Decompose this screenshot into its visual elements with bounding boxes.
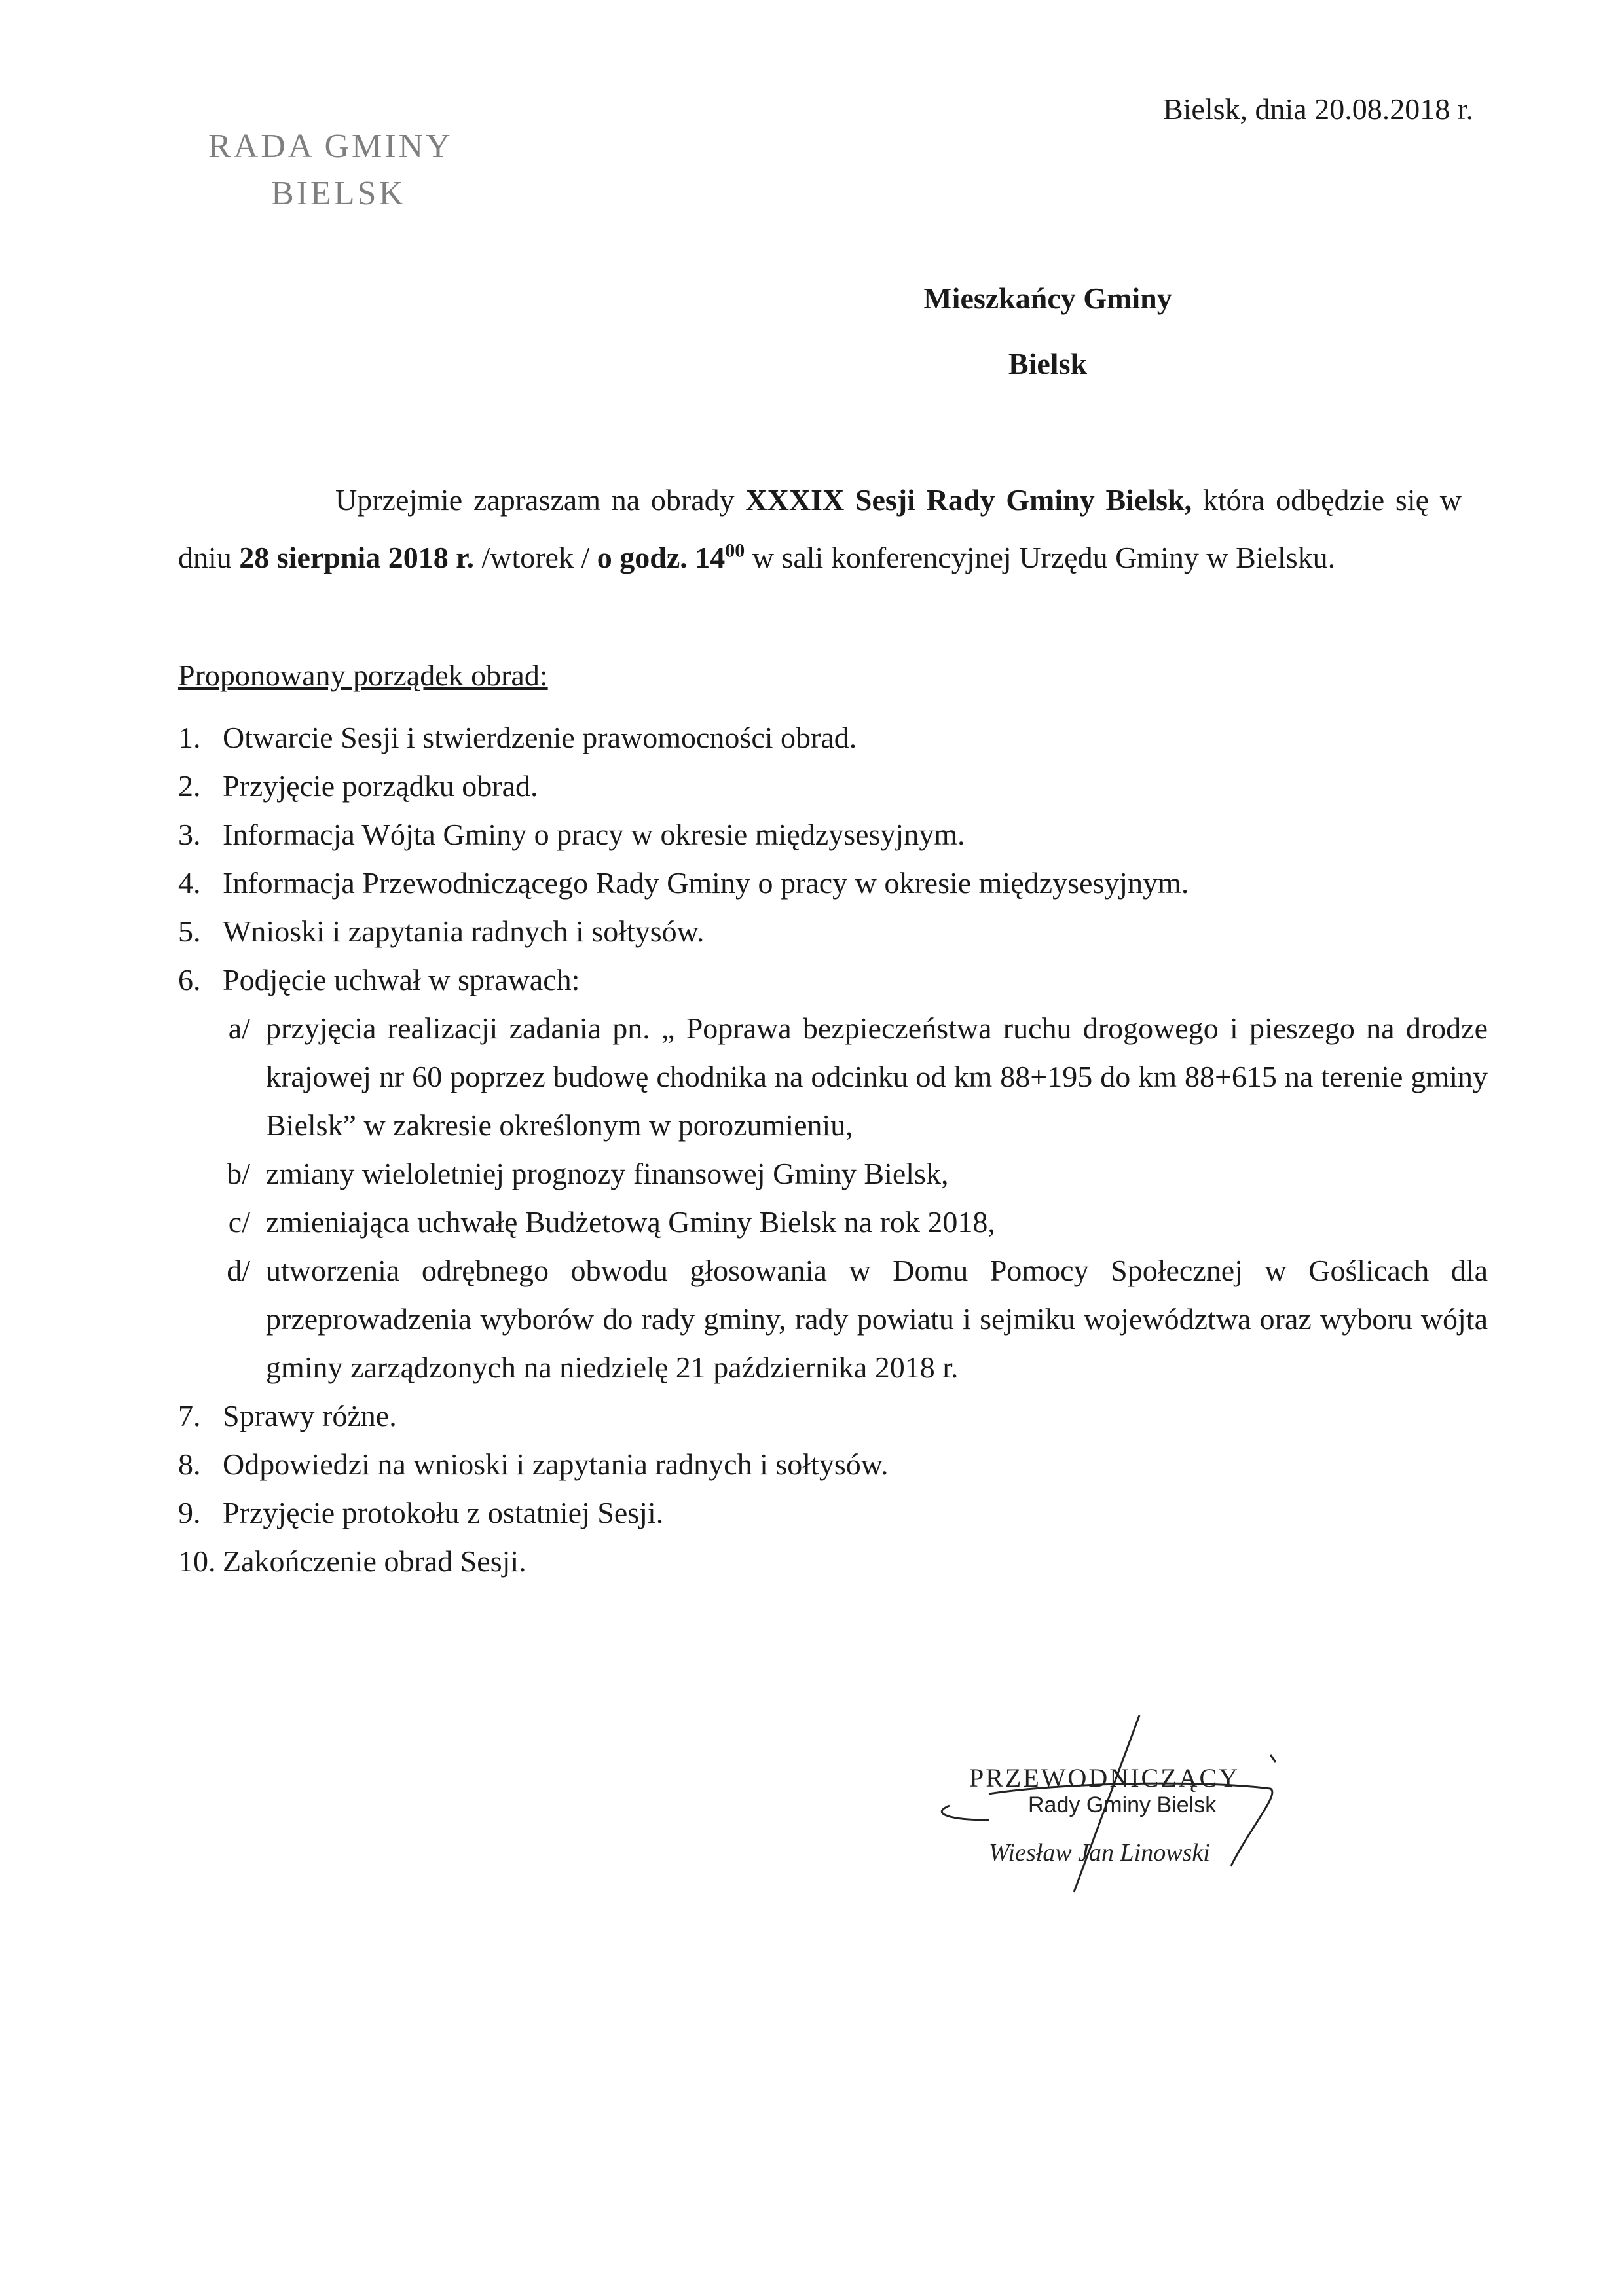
signature-org: Rady Gminy Bielsk [1028, 1793, 1217, 1817]
agenda-item [178, 1489, 1488, 1537]
agenda-item-text: Informacja Przewodniczącego Rady Gminy o pracy w okresie międzysesyjnym. [223, 866, 1189, 900]
agenda-item [178, 956, 1488, 1004]
agenda-item-text: Odpowiedzi na wnioski i zapytania radnych i sołtysów. [223, 1448, 889, 1481]
stamp-line-2: BIELSK [271, 175, 406, 212]
sub-item-text: utworzenia odrębnego obwodu głosowania w Domu Pomocy Społecznej w Goślicach dla przeprowadzenia wyborów do rady gminy, rady powiatu i sejmiku województwa oraz wyboru wójta gminy zarządzonych na niedzielę 21 października 2018 r. [266, 1254, 1488, 1384]
agenda-item [178, 762, 1488, 811]
sub-item-text: zmieniająca uchwałę Budżetową Gminy Bielsk na rok 2018, [266, 1205, 995, 1239]
agenda-item [178, 1440, 1488, 1489]
agenda-item-number: 2. [178, 769, 201, 803]
agenda-sub-item [178, 1247, 1488, 1392]
agenda-item-number: 10. [178, 1544, 216, 1578]
sub-item-text: zmiany wieloletniej prognozy finansowej Gminy Bielsk, [266, 1157, 949, 1190]
agenda-item-number: 6. [178, 963, 201, 996]
agenda-item [178, 811, 1488, 859]
agenda-item [178, 907, 1488, 956]
stamp-line-1: RADA GMINY [208, 128, 453, 165]
agenda-title: Proponowany porządek obrad: [178, 659, 548, 692]
sub-item-letter: a/ [228, 1011, 250, 1045]
invitation-paragraph [178, 471, 1462, 587]
session-name: XXXIX Sesji Rady Gminy Bielsk, [745, 483, 1192, 517]
agenda-item-text: Przyjęcie protokołu z ostatniej Sesji. [223, 1496, 664, 1529]
session-time-minutes: 00 [725, 539, 745, 562]
addressee-line-2: Bielsk [1008, 347, 1088, 380]
invitation-text-1: Uprzejmie zapraszam na obrady [335, 483, 746, 517]
invitation-text-3: /wtorek / [473, 541, 597, 574]
agenda-item [178, 1537, 1488, 1586]
agenda-item-text: Zakończenie obrad Sesji. [223, 1544, 526, 1578]
agenda-item-number: 8. [178, 1448, 201, 1481]
agenda-item-text: Sprawy różne. [223, 1399, 397, 1432]
agenda-item-number: 3. [178, 818, 201, 851]
agenda-item-number: 1. [178, 721, 201, 754]
session-date: 28 sierpnia 2018 r. [239, 541, 474, 574]
signature-title: PRZEWODNICZĄCY [969, 1763, 1240, 1793]
agenda-item [178, 714, 1488, 762]
agenda-item-text: Informacja Wójta Gminy o pracy w okresie międzysesyjnym. [223, 818, 965, 851]
addressee [753, 266, 1342, 397]
date-line: Bielsk, dnia 20.08.2018 r. [1162, 92, 1473, 126]
sub-item-letter: b/ [227, 1157, 250, 1190]
session-time: o godz. 14 [597, 541, 726, 574]
agenda-item-number: 4. [178, 866, 201, 900]
agenda-sub-item [178, 1198, 1488, 1247]
addressee-line-1: Mieszkańcy Gminy [923, 282, 1172, 315]
invitation-text-2: która odbędzie się w dniu [178, 483, 1462, 574]
agenda-item-text: Otwarcie Sesji i stwierdzenie prawomocności obrad. [223, 721, 857, 754]
agenda-item-number: 7. [178, 1399, 201, 1432]
sub-item-text: przyjęcia realizacji zadania pn. „ Poprawa bezpieczeństwa ruchu drogowego i pieszego na drodze krajowej nr 60 poprzez budowę chodnika na odcinku od km 88+195 do km 88+615 na terenie gminy Bielsk” w zakresie określonym w porozumieniu, [266, 1011, 1488, 1142]
agenda-item [178, 859, 1488, 907]
agenda-item-number: 5. [178, 915, 201, 948]
council-stamp [208, 123, 503, 217]
agenda-list [178, 714, 1488, 1586]
agenda-item-number: 9. [178, 1496, 201, 1529]
agenda-sub-item [178, 1150, 1488, 1198]
agenda-item-text: Podjęcie uchwał w sprawach: [223, 963, 580, 996]
agenda-item [178, 1392, 1488, 1440]
agenda-item-text: Przyjęcie porządku obrad. [223, 769, 538, 803]
agenda-item-text: Wnioski i zapytania radnych i sołtysów. [223, 915, 705, 948]
signature-name: Wiesław Jan Linowski [989, 1839, 1210, 1867]
invitation-text-4: w sali konferencyjnej Urzędu Gminy w Bielsku. [745, 541, 1336, 574]
signature-block [923, 1715, 1290, 1899]
handwritten-signature-mark [923, 1715, 1290, 1899]
sub-item-letter: d/ [227, 1254, 250, 1287]
agenda-sub-item [178, 1004, 1488, 1150]
sub-item-letter: c/ [228, 1205, 250, 1239]
